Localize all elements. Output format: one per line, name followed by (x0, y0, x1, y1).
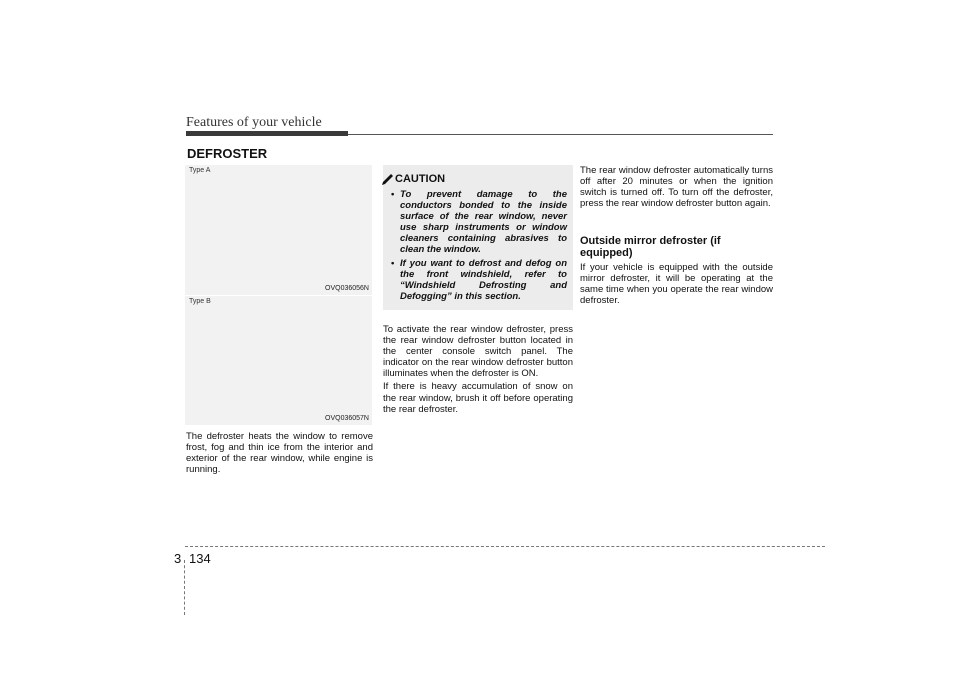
activation-instructions (383, 324, 573, 415)
figure-code: OVQ036057N (325, 415, 369, 422)
chapter-number: 3 (174, 551, 182, 566)
body-paragraph: If there is heavy accumulation of snow on the rear window, brush it off before operating the rear defroster. (383, 381, 573, 415)
figure-label: Type A (189, 167, 211, 174)
body-paragraph: The defroster heats the window to remove frost, fog and thin ice from the interior and exterior of the rear window, while engine is running. (186, 431, 373, 476)
figure-label: Type B (189, 298, 211, 305)
page-header-title: Features of your vehicle (186, 115, 322, 130)
body-paragraph: The rear window defroster automatically turns off after 20 minutes or when the ignition switch is turned off. To turn off the defroster, press the rear window defroster button again. (580, 165, 773, 210)
caution-heading (395, 173, 445, 185)
header-accent-bar (186, 131, 348, 136)
caution-item: • To prevent damage to the conductors bonded to the inside surface of the rear window, never use sharp instruments or window cleaners containing abrasives to clean the window. (391, 189, 567, 256)
figure-type-a (185, 165, 372, 295)
caution-item: • If you want to defrost and defog on the front windshield, refer to “Windshield Defrosting and Defogging” in this section. (391, 257, 567, 302)
body-paragraph: If your vehicle is equipped with the outside mirror defroster, it will be operating at the same time when you operate the rear window defroster. (580, 262, 773, 307)
defroster-description (186, 431, 373, 475)
pencil-icon (382, 174, 394, 185)
mirror-defroster-description (580, 262, 773, 306)
mirror-defroster-heading: Outside mirror defroster (if equipped) (580, 235, 721, 259)
page-number: 134 (189, 551, 211, 566)
header-rule (348, 134, 773, 135)
figure-code: OVQ036056N (325, 285, 369, 292)
caution-item-text: If you want to defrost and defog on the front windshield, refer to “Windshield Defrosting and Defogging” in this section. (400, 257, 567, 302)
caution-title: CAUTION (395, 173, 446, 185)
auto-off-description (580, 165, 773, 209)
caution-list (391, 189, 567, 304)
body-paragraph: To activate the rear window defroster, press the rear window defroster button located in the center console switch panel. The indicator on the rear window defroster button illuminates when the defroster is ON. (383, 324, 573, 380)
footer-rule (185, 546, 825, 547)
figure-type-b (185, 296, 372, 425)
footer-vertical-rule (184, 560, 185, 615)
caution-box (383, 165, 573, 310)
caution-item-text: To prevent damage to the conductors bonded to the inside surface of the rear window, never use sharp instruments or window cleaners containing abrasives to clean the window. (400, 189, 567, 256)
section-title: DEFROSTER (187, 146, 268, 161)
